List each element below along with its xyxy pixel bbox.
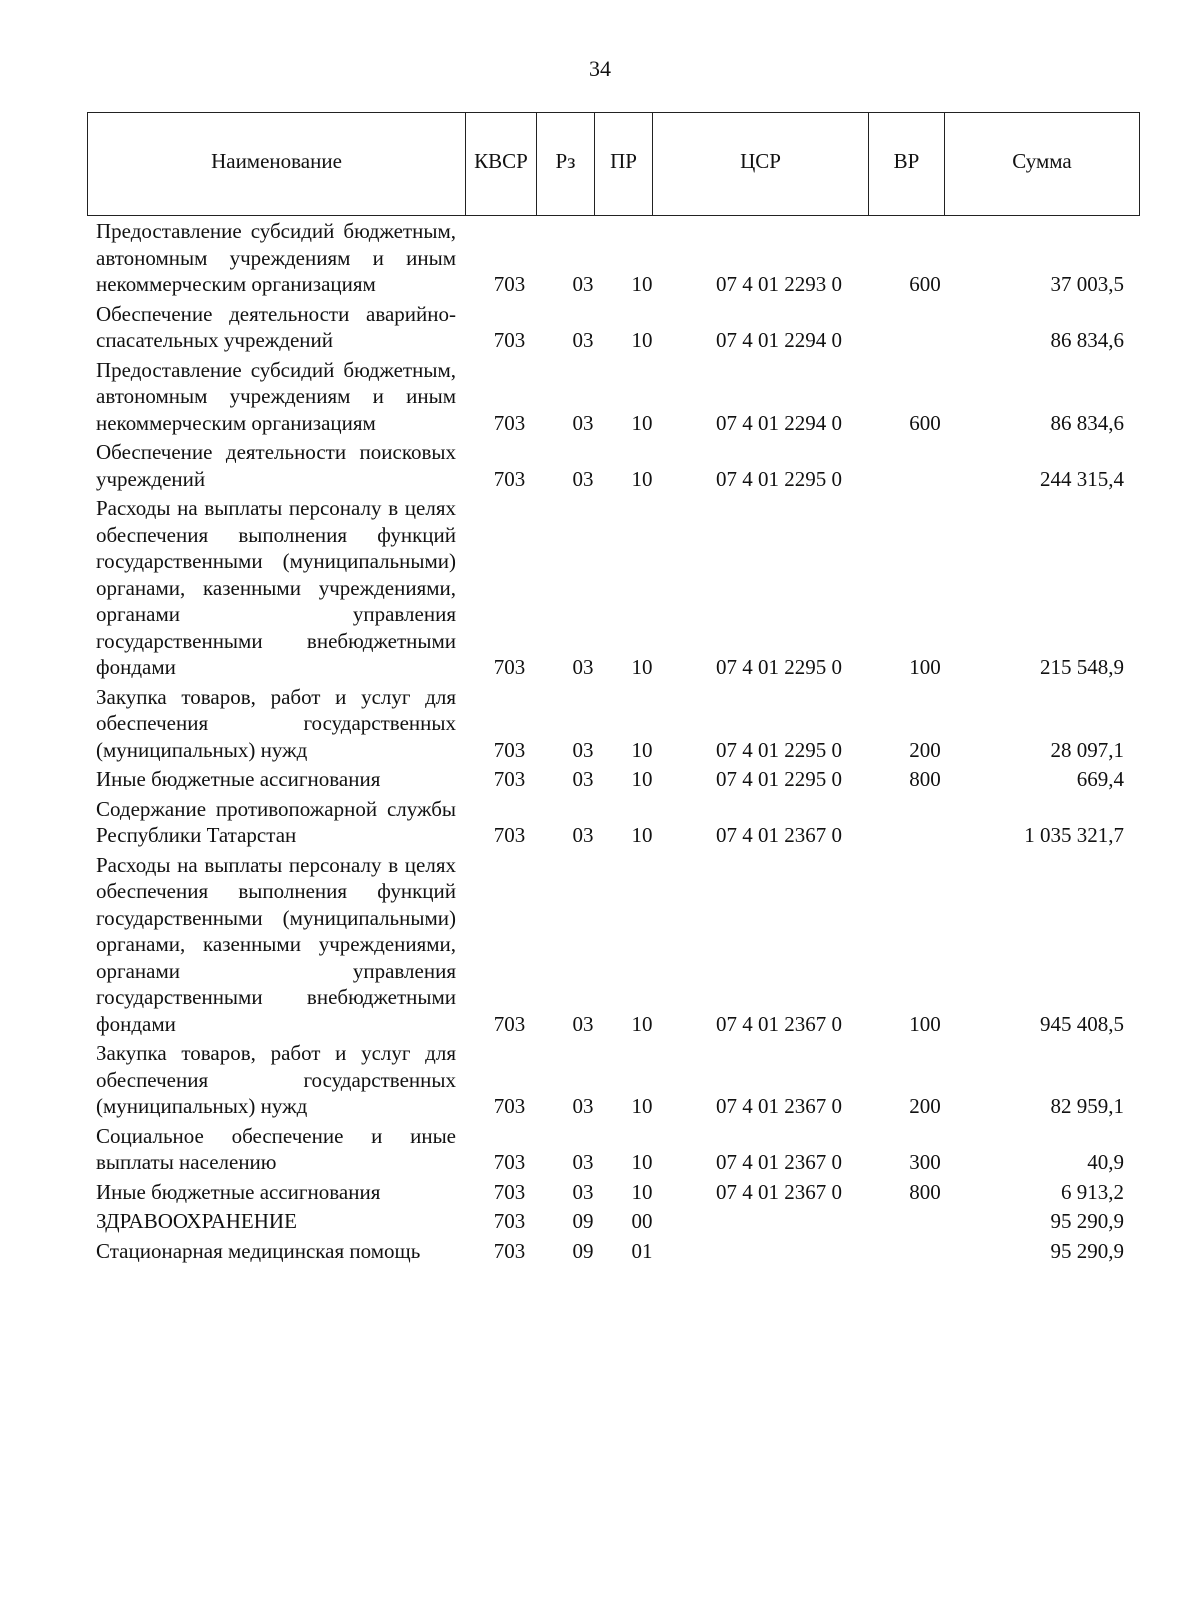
cell-rz: 03 [572, 410, 594, 435]
cell-sum: 945 408,5 [1040, 1011, 1124, 1036]
cell-rz: 03 [572, 1150, 594, 1174]
cell-vr: 600 [909, 272, 941, 296]
cell-kvsr: 703 [493, 410, 526, 435]
cell-sum: 95 290,9 [1050, 1238, 1124, 1263]
cell-kvsr: 703 [493, 655, 526, 679]
cell-rz: 03 [572, 466, 594, 491]
table-row [96, 796, 1140, 849]
cell-kvsr: 703 [493, 272, 526, 296]
cell-csr: 07 4 01 2295 0 [716, 737, 842, 762]
cell-pr: 10 [631, 410, 653, 435]
cell-kvsr: 703 [493, 328, 526, 352]
cell-sum: 6 913,2 [1061, 1179, 1124, 1204]
cell-name: Предоставление субсидий бюджетным, автономным учреждениям и иным некоммерческим организациям [96, 219, 456, 296]
cell-rz: 03 [572, 737, 594, 762]
cell-rz: 03 [572, 1179, 594, 1204]
cell-sum: 40,9 [1087, 1150, 1124, 1174]
cell-pr: 10 [631, 823, 653, 847]
table-row [96, 852, 1140, 1038]
cell-sum: 82 959,1 [1050, 1094, 1124, 1118]
table-header [87, 112, 1140, 216]
cell-rz: 09 [572, 1209, 594, 1233]
cell-csr: 07 4 01 2367 0 [716, 1150, 842, 1174]
header-kvsr: КВСР [466, 113, 537, 215]
cell-kvsr: 703 [493, 1179, 526, 1204]
cell-pr: 10 [631, 1011, 653, 1036]
table-row [96, 1179, 1140, 1206]
cell-pr: 10 [631, 1150, 653, 1174]
cell-csr: 07 4 01 2293 0 [716, 272, 842, 296]
cell-rz: 03 [572, 1011, 594, 1036]
table-row [96, 766, 1140, 793]
cell-csr: 07 4 01 2294 0 [716, 328, 842, 352]
cell-rz: 03 [572, 767, 594, 791]
cell-kvsr: 703 [493, 737, 526, 762]
cell-vr: 100 [909, 1011, 941, 1036]
cell-pr: 10 [631, 767, 653, 791]
table-row [96, 439, 1140, 492]
cell-sum: 669,4 [1076, 767, 1124, 791]
cell-vr: 600 [909, 410, 941, 435]
cell-kvsr: 703 [493, 466, 526, 491]
cell-rz: 03 [572, 655, 594, 679]
table-row [96, 1123, 1140, 1176]
cell-sum: 28 097,1 [1050, 737, 1124, 762]
cell-sum: 244 315,4 [1040, 466, 1124, 491]
cell-kvsr: 703 [493, 1150, 526, 1174]
cell-name: Закупка товаров, работ и услуг для обеспечения государственных (муниципальных) нужд [96, 684, 456, 762]
header-csr: ЦСР [653, 113, 869, 215]
cell-name: Иные бюджетные ассигнования [96, 1179, 381, 1204]
cell-rz: 09 [572, 1238, 594, 1263]
cell-csr: 07 4 01 2295 0 [716, 767, 842, 791]
cell-sum: 37 003,5 [1050, 272, 1124, 296]
cell-name: Обеспечение деятельности аварийно-спасательных учреждений [96, 301, 456, 352]
cell-csr: 07 4 01 2367 0 [716, 823, 842, 847]
table-row [96, 1238, 1140, 1265]
cell-kvsr: 703 [493, 1209, 526, 1233]
cell-vr: 200 [909, 737, 941, 762]
cell-csr: 07 4 01 2367 0 [716, 1011, 842, 1036]
cell-sum: 86 834,6 [1050, 328, 1124, 352]
header-vr: ВР [869, 113, 945, 215]
cell-pr: 10 [631, 1179, 653, 1204]
cell-csr: 07 4 01 2294 0 [716, 410, 842, 435]
table-row [96, 495, 1140, 681]
cell-pr: 10 [631, 655, 653, 679]
header-rz: Рз [537, 113, 595, 215]
cell-csr: 07 4 01 2367 0 [716, 1094, 842, 1118]
cell-name: Содержание противопожарной службы Республики Татарстан [96, 796, 456, 847]
table-row [96, 218, 1140, 298]
cell-kvsr: 703 [493, 767, 526, 791]
cell-name: Обеспечение деятельности поисковых учреждений [96, 440, 456, 491]
cell-csr: 07 4 01 2295 0 [716, 655, 842, 679]
page-number: 34 [589, 56, 611, 81]
cell-rz: 03 [572, 1094, 594, 1118]
cell-sum: 215 548,9 [1040, 655, 1124, 679]
cell-rz: 03 [572, 328, 594, 352]
cell-name: Расходы на выплаты персоналу в целях обеспечения выполнения функций государственными (муниципальными) органами, казенными учреждениями, органами управления государственными внебюджетными фондами [96, 496, 456, 679]
cell-name: Иные бюджетные ассигнования [96, 767, 381, 791]
cell-vr: 800 [909, 1179, 941, 1204]
cell-name: Социальное обеспечение и иные выплаты населению [96, 1123, 456, 1174]
cell-name: Стационарная медицинская помощь [96, 1238, 421, 1263]
cell-pr: 10 [631, 737, 653, 762]
cell-kvsr: 703 [493, 823, 526, 847]
cell-vr: 100 [909, 655, 941, 679]
cell-pr: 10 [631, 328, 653, 352]
table-row [96, 684, 1140, 764]
cell-name: Предоставление субсидий бюджетным, автономным учреждениям и иным некоммерческим организациям [96, 357, 456, 435]
cell-sum: 1 035 321,7 [1024, 823, 1124, 847]
cell-name: Закупка товаров, работ и услуг для обеспечения государственных (муниципальных) нужд [96, 1041, 456, 1118]
cell-pr: 10 [631, 272, 653, 296]
cell-kvsr: 703 [493, 1011, 526, 1036]
header-name: Наименование [88, 113, 466, 215]
cell-vr: 300 [909, 1150, 941, 1174]
table-row [96, 301, 1140, 354]
cell-csr: 07 4 01 2367 0 [716, 1179, 842, 1204]
table-row [96, 357, 1140, 437]
header-sum: Сумма [1012, 149, 1072, 173]
cell-csr: 07 4 01 2295 0 [716, 466, 842, 491]
table-row [96, 1040, 1140, 1120]
cell-pr: 00 [631, 1209, 653, 1233]
cell-name: ЗДРАВООХРАНЕНИЕ [96, 1209, 297, 1233]
cell-rz: 03 [572, 823, 594, 847]
cell-kvsr: 703 [493, 1094, 526, 1118]
cell-kvsr: 703 [493, 1238, 526, 1263]
cell-vr: 800 [909, 767, 941, 791]
cell-pr: 10 [631, 466, 653, 491]
cell-sum: 95 290,9 [1050, 1209, 1124, 1233]
cell-pr: 10 [631, 1094, 653, 1118]
table-body [96, 218, 1140, 1267]
cell-name: Расходы на выплаты персоналу в целях обеспечения выполнения функций государственными (муниципальными) органами, казенными учреждениями, органами управления государственными внебюджетными фондами [96, 852, 456, 1036]
header-pr: ПР [595, 113, 653, 215]
cell-vr: 200 [909, 1094, 941, 1118]
cell-sum: 86 834,6 [1050, 410, 1124, 435]
cell-pr: 01 [631, 1238, 653, 1263]
cell-rz: 03 [572, 272, 594, 296]
table-row [96, 1208, 1140, 1235]
